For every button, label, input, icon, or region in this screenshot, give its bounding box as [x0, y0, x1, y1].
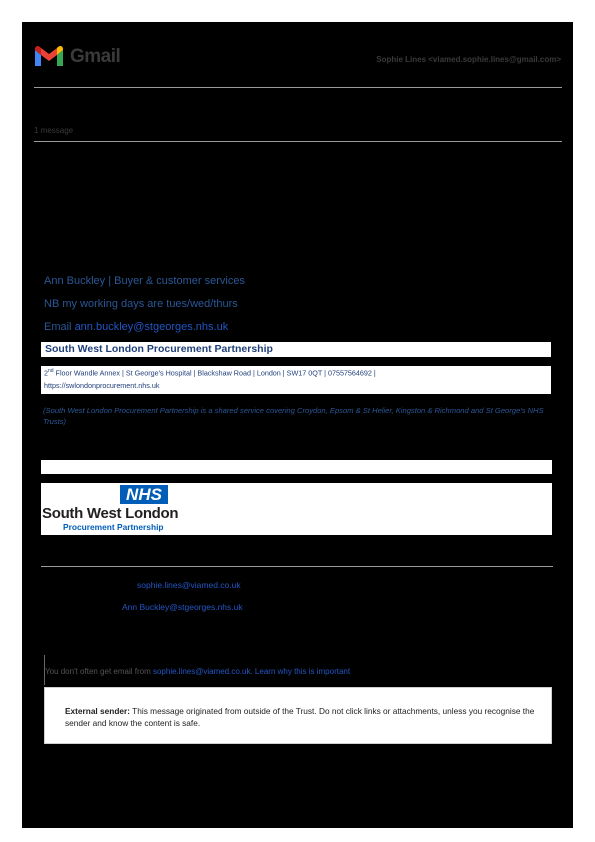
- address-line: [44, 368, 376, 377]
- logo-subtitle: Procurement Partnership: [63, 522, 164, 532]
- logo-title: South West London: [42, 505, 179, 522]
- signature-email-link[interactable]: ann.buckley@stgeorges.nhs.uk: [74, 321, 229, 333]
- account-label: Sophie Lines <viamed.sophie.lines@gmail.com>: [376, 55, 561, 64]
- floor-number: 2: [44, 368, 48, 378]
- org-title-bar: [41, 342, 551, 357]
- signature-email: [44, 321, 228, 333]
- external-sender-text: [65, 705, 545, 729]
- ordinal-suffix: nd: [48, 368, 54, 374]
- external-sender-box: [44, 687, 552, 744]
- signature-name: Ann Buckley | Buyer & customer services: [44, 275, 245, 287]
- nhs-text: NHS: [126, 485, 162, 504]
- sender-warning: [44, 655, 553, 685]
- quote-divider: [41, 566, 553, 567]
- sender-warning-text: [45, 667, 350, 676]
- quoted-to-name[interactable]: Ann Buckley@stgeorges.nhs.uk: [122, 602, 243, 612]
- gmail-logo[interactable]: [33, 44, 133, 70]
- message-count: 1 message: [34, 126, 74, 135]
- gmail-m-icon: [33, 44, 65, 68]
- signature-email-prefix: Email: [44, 321, 75, 333]
- gmail-wordmark: Gmail: [70, 46, 121, 67]
- external-sender-message: This message originated from outside of the Trust. Do not click links or attachments, unless you recognise the sender and know the content is safe.: [65, 706, 535, 728]
- warning-prefix: You don't often get email from: [45, 667, 153, 676]
- warning-email-link[interactable]: sophie.lines@viamed.co.uk: [152, 667, 251, 676]
- signature-working-days: NB my working days are tues/wed/thurs: [44, 298, 238, 310]
- address-box: [41, 366, 551, 394]
- thread-divider: [34, 141, 562, 142]
- quoted-from-email[interactable]: sophie.lines@viamed.co.uk: [137, 580, 241, 590]
- spacer-bar: [41, 460, 552, 474]
- swlpp-logo: [41, 483, 552, 535]
- org-title: South West London Procurement Partnership: [45, 343, 273, 355]
- website-link[interactable]: https://swlondonprocurement.nhs.uk: [44, 381, 160, 390]
- learn-why-link[interactable]: . Learn why this is important: [250, 667, 351, 676]
- email-print-page: [22, 22, 573, 828]
- header-divider: [34, 87, 562, 88]
- address-text: Floor Wandle Annex | St George's Hospital | Blackshaw Road | London | SW17 0QT | 07557564692 |: [53, 368, 376, 378]
- external-sender-label: External sender:: [65, 706, 131, 716]
- nhs-badge: [120, 485, 168, 504]
- service-note: (South West London Procurement Partnership is a shared service covering Croydon, Epsom & St Helier, Kingston & Richmond and St George's NHS Trusts): [43, 406, 544, 426]
